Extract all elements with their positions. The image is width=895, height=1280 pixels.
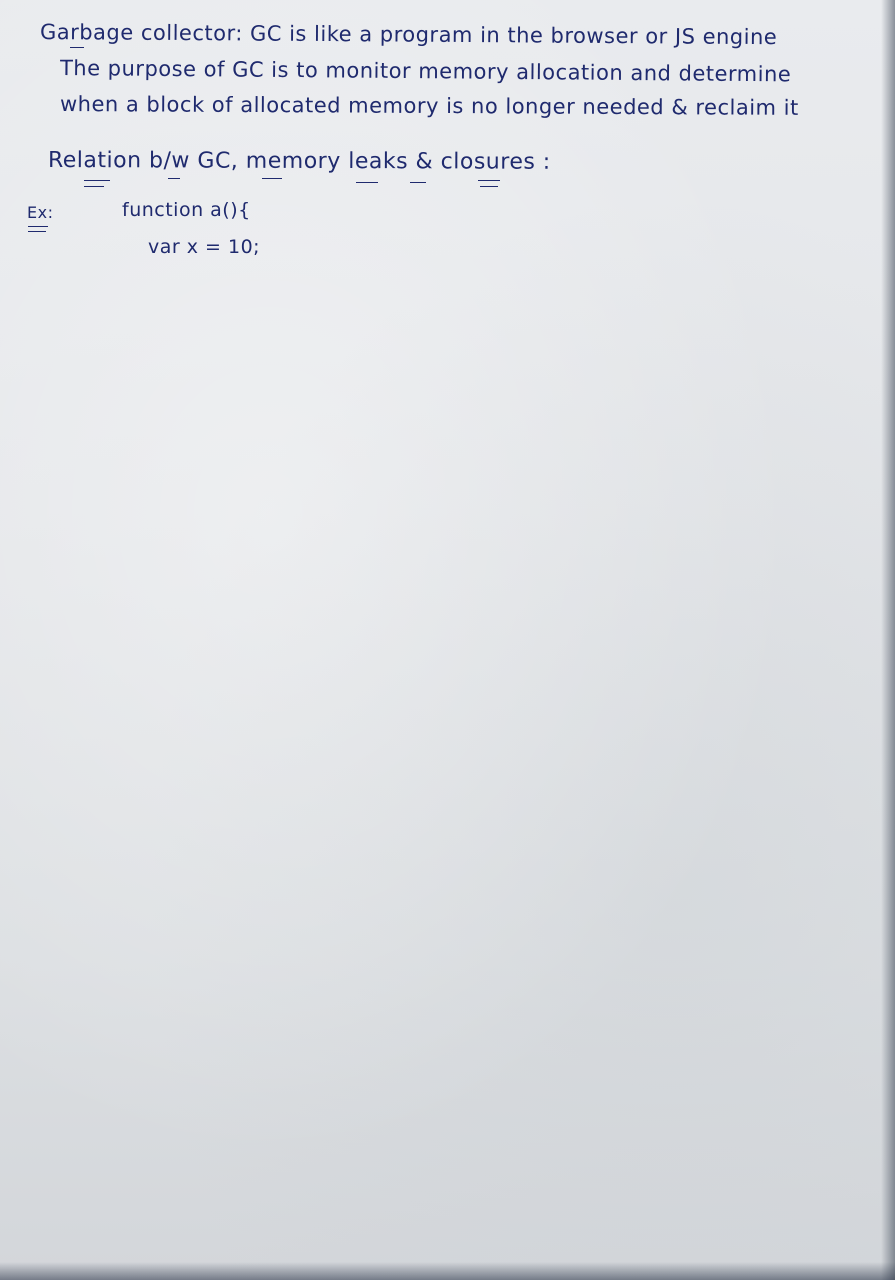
underline-mark [70,47,84,48]
code-line-2: var x = 10; [148,236,261,258]
code-line-1: function a(){ [122,199,251,221]
note-line-3: when a block of allocated memory is no longer needed & reclaim it [59,92,799,120]
example-underline [28,226,48,227]
example-underline-2 [28,231,46,232]
page-bottom-shadow [0,1262,895,1280]
section-heading: Relation b/w GC, memory leaks & closures : [47,148,551,175]
page-edge-shadow [881,0,895,1280]
heading-underline-closures [478,180,500,181]
note-line-2: The purpose of GC is to monitor memory allocation and determine [59,56,792,87]
heading-underline-memory [356,182,378,183]
heading-underline-bw [168,178,180,179]
heading-underline-relation-2 [84,186,104,187]
heading-underline-leaks [410,182,426,183]
note-line-1: Garbage collector: GC is like a program in the browser or JS engine [39,20,778,50]
heading-underline-closures-2 [480,186,498,187]
heading-underline-gc [262,178,282,179]
example-label: Ex: [27,203,54,222]
heading-underline-relation [84,180,110,181]
